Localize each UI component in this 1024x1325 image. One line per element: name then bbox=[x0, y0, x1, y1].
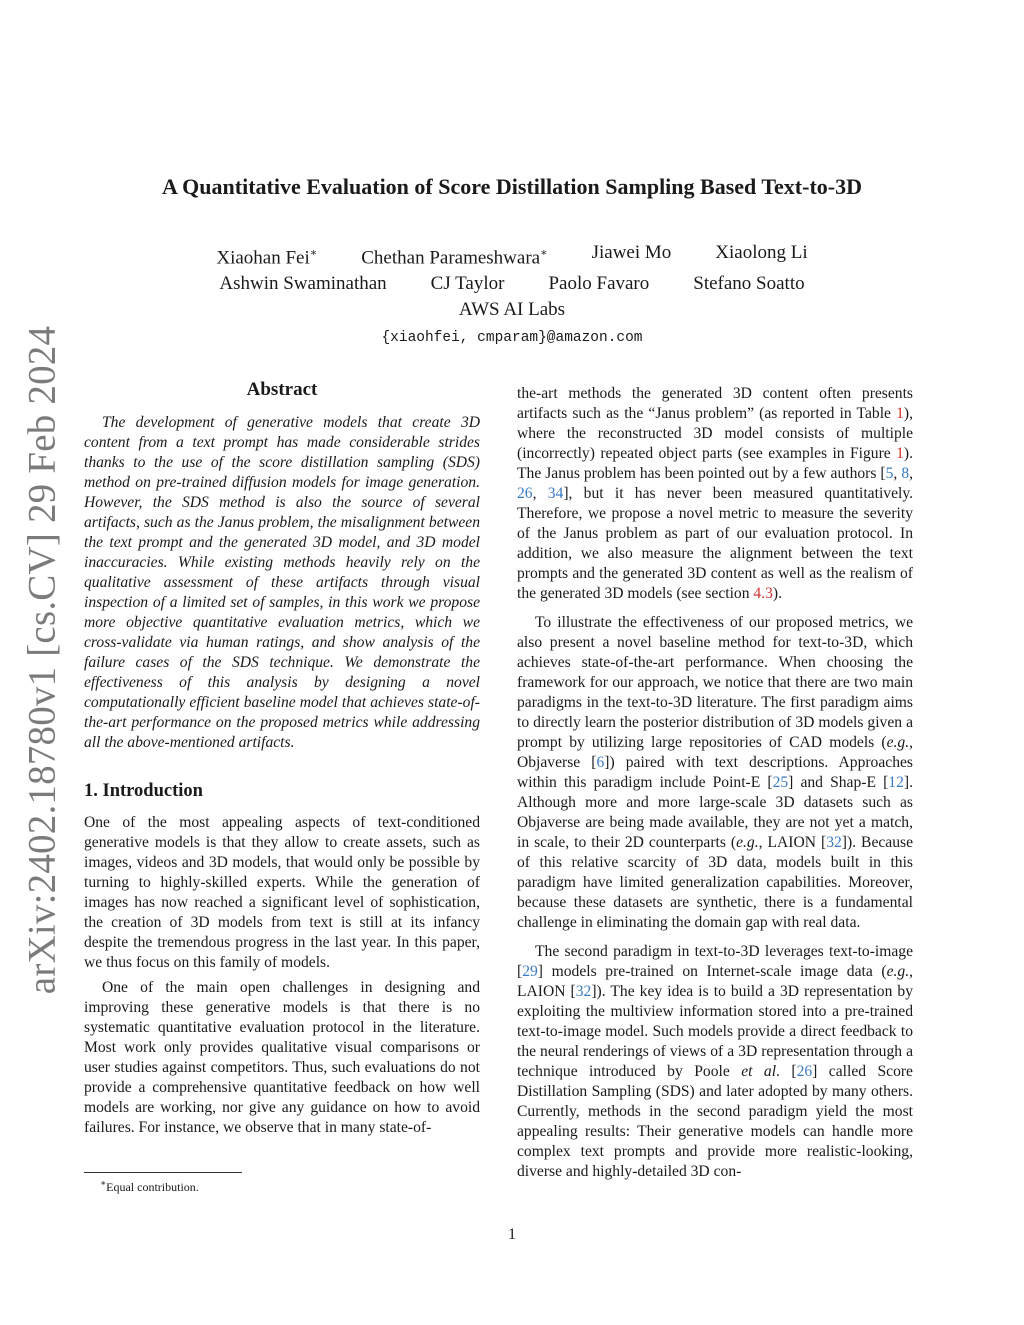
intro-paragraph-5: The second paradigm in text-to-3D leverages text-to-image [29] models pre-trained on Internet-scale image data (e.g., LAION [32]). The key idea is to build a 3D representation by exploiting the multiview information stored into a pre-trained text-to-image model. Such models provide a direct feedback to the neural renderings of views of a 3D representation through a technique introduced by Poole et al. [26] called Score Distillation Sampling (SDS) and later adopted by many others. Currently, methods in the second paradigm yield the most appealing results: Their generative models can handle more complex text prompts and provide more realistic-looking, diverse and highly-detailed 3D con- bbox=[517, 943, 914, 1180]
affiliation: AWS AI Labs bbox=[458, 299, 566, 321]
paper-title: A Quantitative Evaluation of Score Distillation Sampling Based Text-to-3D bbox=[162, 174, 862, 199]
intro-paragraph-1: One of the most appealing aspects of text-conditioned generative models is that they allow to create assets, such as images, videos and 3D models, that would only be possible by turning to highly-skilled experts. While the generation of images has now reached a significant level of sophistication, the creation of 3D models from text is still at its infancy despite the tremendous progress in the last year. In this paper, we thus focus on this family of models. bbox=[84, 814, 480, 971]
table-reference-link[interactable]: 1 bbox=[896, 405, 904, 422]
author: Ashwin Swaminathan bbox=[219, 273, 387, 295]
citation-link[interactable]: 26 bbox=[517, 485, 533, 502]
page-number: 1 bbox=[508, 1226, 516, 1243]
author: Xiaolong Li bbox=[715, 242, 808, 263]
author-row-1 bbox=[0, 240, 1024, 271]
intro-paragraph-3: the-art methods the generated 3D content often presents artifacts such as the “Janus problem” (as reported in Table 1), where the reconstructed 3D model consists of multiple (incorrectly) repeated object parts (see examples in Figure 1). The Janus problem has been pointed out by a few authors [5, 8, 26, 34], but it has never been measured quantitatively. Therefore, we propose a novel metric to measure the severity of the Janus problem as part of our evaluation protocol. In addition, we also measure the alignment between the text prompts and the generated 3D content as well as the realism of the generated 3D models (see section 4.3). bbox=[517, 385, 914, 602]
right-column bbox=[517, 384, 913, 1182]
citation-link[interactable]: 25 bbox=[772, 774, 789, 791]
author: CJ Taylor bbox=[430, 273, 505, 295]
citation-link[interactable]: 29 bbox=[522, 963, 538, 980]
citation-link[interactable]: 32 bbox=[575, 983, 592, 1000]
citation-link[interactable]: 8 bbox=[901, 465, 910, 482]
author: Jiawei Mo bbox=[591, 242, 672, 263]
citation-link[interactable]: 34 bbox=[547, 485, 564, 502]
figure-reference-link[interactable]: 1 bbox=[896, 445, 904, 462]
citation-link[interactable]: 5 bbox=[885, 465, 894, 482]
author-block bbox=[0, 240, 1024, 351]
citation-link[interactable]: 32 bbox=[826, 834, 842, 851]
section-heading-introduction: 1. Introduction bbox=[84, 781, 203, 801]
section-reference-link[interactable]: 4.3 bbox=[753, 585, 773, 602]
citation-link[interactable]: 6 bbox=[596, 754, 605, 771]
intro-paragraph-2: One of the main open challenges in designing and improving these generative models is that there is no systematic quantitative evaluation protocol in the literature. Most work only provides qualitative visual comparisons or user studies against competitors. Thus, such evaluations do not provide a comprehensive quantitative feedback on how well models are working, nor give any guidance on how to avoid failures. For instance, we observe that in many state-of- bbox=[84, 979, 480, 1136]
author: Stefano Soatto bbox=[693, 273, 805, 295]
citation-link[interactable]: 12 bbox=[888, 774, 904, 791]
footnote-rule bbox=[84, 1172, 242, 1173]
footnote: ∗Equal contribution. bbox=[100, 1178, 199, 1194]
abstract-heading: Abstract bbox=[246, 379, 318, 400]
arxiv-identifier: arXiv:2402.18780v1 [cs.CV] 29 Feb 2024 bbox=[20, 325, 64, 995]
author-row-2 bbox=[0, 271, 1024, 297]
left-column bbox=[84, 380, 480, 1138]
author: Chethan Parameshwara∗ bbox=[361, 247, 548, 269]
abstract-text: The development of generative models that create 3D content from a text prompt has made considerable strides thanks to the use of the score distillation sampling (SDS) method on pre-trained diffusion models for image generation. However, the SDS method is also the source of several artifacts, such as the Janus problem, the misalignment between the text prompt and the generated 3D model, and 3D model inaccuracies. While existing methods heavily rely on the qualitative assessment of these artifacts through visual inspection of a limited set of samples, in this work we propose more objective quantitative evaluation metrics, which we cross-validate via human ratings, and show analysis of the failure cases of the SDS technique. We demonstrate the effectiveness of this analysis by designing a novel computationally efficient baseline model that achieves state-of-the-art performance on the proposed metrics while addressing all the above-mentioned artifacts. bbox=[84, 414, 480, 751]
author: Xiaohan Fei∗ bbox=[216, 247, 318, 269]
citation-link[interactable]: 26 bbox=[796, 1063, 813, 1080]
author: Paolo Favaro bbox=[548, 273, 650, 295]
author-email: {xiaohfei, cmparam}@amazon.com bbox=[381, 330, 643, 347]
intro-paragraph-4: To illustrate the effectiveness of our proposed metrics, we also present a novel baseline method for text-to-3D, which achieves state-of-the-art performance. When choosing the framework for our approach, we notice that there are two main paradigms in the text-to-3D literature. The first paradigm aims to directly learn the posterior distribution of 3D models given a prompt by utilizing large repositories of CAD models (e.g., Objaverse [6]) paired with text descriptions. Approaches within this paradigm include Point-E [25] and Shap-E [12]. Although more and more large-scale 3D datasets such as Objaverse are being made available, they are not yet a match, in scale, to their 2D counterparts (e.g., LAION [32]). Because of this relative scarcity of 3D data, models built in this paradigm have limited generalization capabilities. Moreover, because these datasets are synthetic, there is a fundamental challenge in eliminating the domain gap with real data. bbox=[517, 614, 913, 931]
